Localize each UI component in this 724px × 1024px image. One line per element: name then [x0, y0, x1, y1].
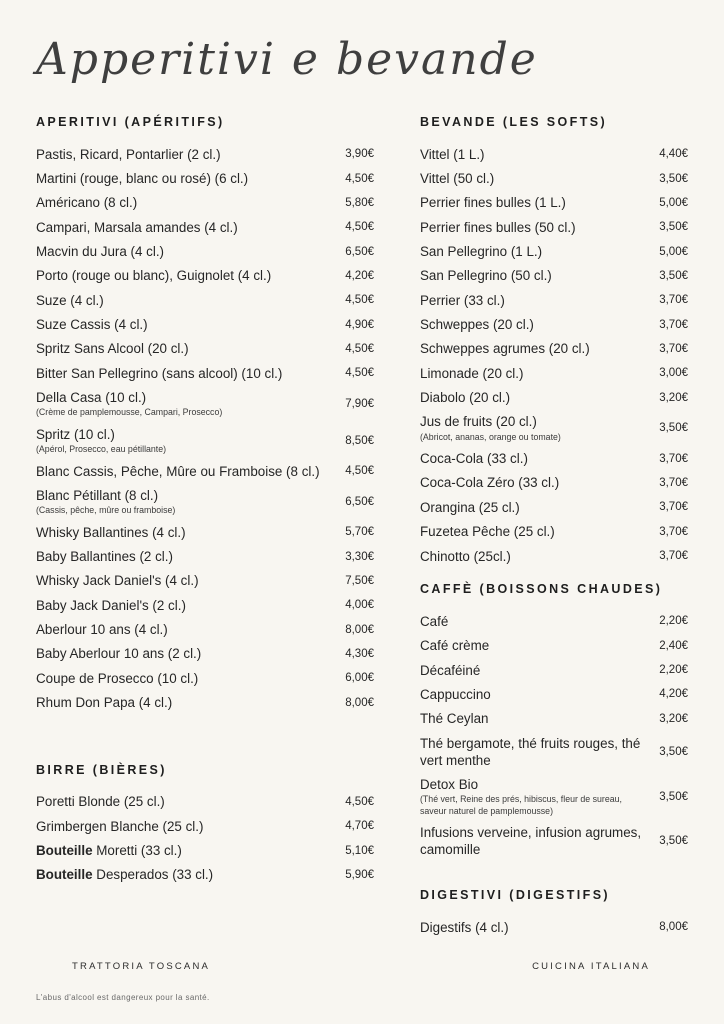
item-name: Fuzetea Pêche (25 cl.): [420, 524, 555, 540]
item-name: Grimbergen Blanche (25 cl.): [36, 818, 204, 834]
item-price: 4,50€: [345, 221, 374, 234]
item-price: 4,70€: [345, 820, 374, 833]
menu-item: [36, 839, 374, 863]
item-price: 8,00€: [345, 696, 374, 709]
item-name: Della Casa (10 cl.): [36, 390, 147, 406]
menu-item: [36, 593, 374, 617]
item-name: Limonade (20 cl.): [420, 365, 524, 381]
item-name: Blanc Cassis, Pêche, Mûre ou Framboise (8 cl.): [36, 463, 320, 479]
menu-item: [36, 239, 374, 263]
item-price: 3,70€: [659, 501, 688, 514]
item-name: Café crème: [420, 638, 490, 654]
item-price: 5,10€: [345, 844, 374, 857]
item-price: 3,70€: [659, 294, 688, 307]
menu-item: [420, 410, 688, 447]
item-name: Orangina (25 cl.): [420, 499, 520, 515]
item-price: 6,50€: [345, 495, 374, 508]
item-price: 4,40€: [659, 148, 688, 161]
menu-item: [36, 215, 374, 239]
item-name: Suze Cassis (4 cl.): [36, 317, 148, 332]
item-name: Martini (rouge, blanc ou rosé) (6 cl.): [36, 170, 249, 186]
item-price: 3,50€: [659, 745, 688, 758]
footer: [72, 961, 650, 972]
item-name: Jus de fruits (20 cl.): [420, 414, 537, 430]
item-price: 3,20€: [659, 391, 688, 404]
menu-item: [36, 166, 374, 190]
page-title: Apperitivi e bevande: [36, 34, 538, 85]
item-price: 6,00€: [345, 672, 374, 685]
item-name: Baby Ballantines (2 cl.): [36, 549, 173, 565]
item-name: Pastis, Ricard, Pontarlier (2 cl.): [36, 146, 221, 162]
item-name: Blanc Pétillant (8 cl.): [36, 487, 159, 503]
item-price: 4,50€: [345, 342, 374, 355]
menu-item: [36, 142, 374, 166]
item-price: 5,90€: [345, 869, 374, 882]
item-name: Suze (4 cl.): [36, 292, 104, 308]
item-note: (Crème de pamplemousse, Campari, Prosecco): [36, 407, 223, 418]
menu-item: [420, 682, 688, 706]
item-name: Thé Ceylan: [420, 711, 489, 727]
left-column: [36, 115, 374, 887]
alcohol-disclaimer: L'abus d'alcool est dangereux pour la santé.: [36, 993, 210, 1002]
menu-item: [420, 264, 688, 288]
item-price: 3,50€: [659, 221, 688, 234]
item-price: 4,30€: [345, 647, 374, 660]
item-name: Detox Bio: [420, 777, 479, 793]
menu-item: [420, 337, 688, 361]
item-name: Américano (8 cl.): [36, 195, 138, 211]
item-price: 5,70€: [345, 526, 374, 539]
menu-item: [36, 264, 374, 288]
item-price: 3,50€: [659, 790, 688, 803]
menu-item: [36, 814, 374, 838]
item-name: Campari, Marsala amandes (4 cl.): [36, 219, 238, 235]
item-price: 4,50€: [345, 294, 374, 307]
menu-item: [420, 544, 688, 568]
item-price: 5,00€: [659, 245, 688, 258]
menu-item: [420, 609, 688, 633]
menu-item: [420, 385, 688, 409]
item-name: Décaféiné: [420, 662, 481, 678]
item-name: Vittel (50 cl.): [420, 170, 495, 186]
item-name: Poretti Blonde (25 cl.): [36, 794, 165, 810]
item-name: Coca-Cola Zéro (33 cl.): [420, 475, 560, 491]
item-name: Thé bergamote, thé fruits rouges, thé vert menthe: [420, 735, 641, 768]
item-name: Baby Jack Daniel's (2 cl.): [36, 597, 186, 613]
item-price: 3,70€: [659, 318, 688, 331]
item-price: 4,50€: [345, 796, 374, 808]
item-price: 3,00€: [659, 367, 688, 380]
item-name: San Pellegrino (50 cl.): [420, 268, 552, 284]
item-price: 7,90€: [345, 397, 374, 410]
item-price: 3,90€: [345, 148, 374, 161]
item-name: Digestifs (4 cl.): [420, 919, 509, 935]
item-price: 4,50€: [345, 465, 374, 478]
menu-item: [420, 520, 688, 544]
item-price: 8,00€: [345, 623, 374, 636]
item-name: Aberlour 10 ans (4 cl.): [36, 622, 168, 638]
item-name: Perrier fines bulles (1 L.): [420, 195, 566, 211]
item-price: 3,50€: [659, 172, 688, 185]
item-price: 3,50€: [659, 835, 688, 848]
footer-tagline: CUICINA ITALIANA: [532, 961, 650, 972]
menu-item: [420, 288, 688, 312]
section-heading: CAFFÈ (BOISSONS CHAUDES): [420, 582, 663, 597]
item-price: 4,20€: [345, 269, 374, 282]
item-price: 3,20€: [659, 712, 688, 725]
menu-item: [36, 520, 374, 544]
menu-item: [36, 361, 374, 385]
section-heading: DIGESTIVI (DIGESTIFS): [420, 888, 610, 903]
menu-item: [36, 863, 374, 887]
item-name: Whisky Jack Daniel's (4 cl.): [36, 573, 199, 589]
item-name: San Pellegrino (1 L.): [420, 243, 543, 259]
menu-item: [36, 337, 374, 361]
menu-item: [420, 191, 688, 215]
item-name: Cappuccino: [420, 686, 491, 702]
menu-item: [420, 707, 688, 731]
item-name: Whisky Ballantines (4 cl.): [36, 524, 186, 540]
item-price: 8,50€: [345, 434, 374, 447]
item-name: Baby Aberlour 10 ans (2 cl.): [36, 646, 202, 662]
item-price: 3,50€: [659, 269, 688, 282]
menu-item: [420, 634, 688, 658]
section-heading: BEVANDE (LES SOFTS): [420, 115, 608, 129]
menu-item: [36, 459, 374, 483]
item-name: Coca-Cola (33 cl.): [420, 451, 528, 467]
item-price: 2,40€: [659, 639, 688, 652]
item-name: Perrier (33 cl.): [420, 292, 505, 308]
menu-item: [420, 495, 688, 519]
item-name: Schweppes agrumes (20 cl.): [420, 341, 590, 357]
menu-section-caffe: [420, 582, 688, 862]
item-price: 4,50€: [345, 367, 374, 380]
item-note: (Cassis, pêche, mûre ou framboise): [36, 505, 176, 516]
menu-item: [420, 915, 688, 939]
item-price: 2,20€: [659, 664, 688, 677]
menu-item: [420, 239, 688, 263]
menu-item: [420, 361, 688, 385]
menu-item: [36, 642, 374, 666]
item-name: Bitter San Pellegrino (sans alcool) (10 cl.): [36, 365, 283, 381]
menu-item: [36, 312, 374, 336]
item-note: (Apérol, Prosecco, eau pétillante): [36, 443, 167, 454]
item-name: Vittel (1 L.): [420, 146, 485, 162]
menu-item: [420, 731, 688, 773]
menu-item: [420, 215, 688, 239]
right-column: [420, 115, 688, 940]
menu-item: [420, 142, 688, 166]
item-price: 4,90€: [345, 318, 374, 331]
menu-columns: [36, 115, 688, 940]
item-name: Porto (rouge ou blanc), Guignolet (4 cl.): [36, 268, 272, 284]
footer-restaurant-name: TRATTORIA TOSCANA: [72, 961, 211, 972]
menu-item: [36, 544, 374, 568]
item-name: Macvin du Jura (4 cl.): [36, 243, 164, 259]
menu-item: [36, 483, 374, 520]
item-price: 4,50€: [345, 172, 374, 185]
menu-item: [36, 790, 374, 814]
menu-item: [420, 447, 688, 471]
menu-section-aperitivi: [36, 115, 374, 715]
item-name: Infusions verveine, infusion agrumes, camomille: [420, 825, 642, 858]
menu-item: [36, 422, 374, 459]
menu-item: [36, 288, 374, 312]
menu-item: [420, 166, 688, 190]
item-name: Bouteille Desperados (33 cl.): [36, 867, 214, 883]
item-price: 2,20€: [659, 615, 688, 628]
item-price: 3,70€: [659, 477, 688, 490]
menu-item: [420, 772, 688, 820]
item-name: Spritz (10 cl.): [36, 426, 115, 442]
item-note: (Thé vert, Reine des prés, hibiscus, fleur de sureau, saveur naturel de pamplemousse): [420, 794, 622, 816]
section-heading: BIRRE (BIÈRES): [36, 762, 167, 777]
item-name: Café: [420, 613, 449, 629]
item-price: 4,00€: [345, 599, 374, 612]
item-name: Bouteille Moretti (33 cl.): [36, 843, 182, 859]
item-price: 3,30€: [345, 550, 374, 563]
menu-item: [36, 666, 374, 690]
item-price: 4,20€: [659, 688, 688, 701]
item-price: 8,00€: [659, 921, 688, 934]
item-price: 5,00€: [659, 196, 688, 209]
item-price: 3,70€: [659, 452, 688, 465]
item-price: 7,50€: [345, 574, 374, 587]
menu-section-digestivi: [420, 888, 688, 939]
item-note: (Abricot, ananas, orange ou tomate): [420, 431, 561, 442]
item-name: Chinotto (25cl.): [420, 548, 511, 564]
menu-section-birre: [36, 763, 374, 887]
menu-item: [420, 312, 688, 336]
menu-section-bevande: [420, 115, 688, 568]
menu-item: [420, 471, 688, 495]
item-price: 5,80€: [345, 196, 374, 209]
menu-item: [36, 617, 374, 641]
item-price: 3,70€: [659, 550, 688, 563]
item-price: 3,50€: [659, 422, 688, 435]
item-name: Coupe de Prosecco (10 cl.): [36, 670, 199, 686]
item-price: 3,70€: [659, 525, 688, 538]
item-price: 3,70€: [659, 342, 688, 355]
item-price: 6,50€: [345, 245, 374, 258]
menu-item: [36, 385, 374, 422]
menu-item: [36, 191, 374, 215]
section-heading: APERITIVI (APÉRITIFS): [36, 115, 225, 129]
item-name: Schweppes (20 cl.): [420, 317, 534, 332]
menu-item: [36, 569, 374, 593]
menu-item: [420, 821, 688, 863]
item-name: Perrier fines bulles (50 cl.): [420, 219, 576, 235]
menu-item: [36, 690, 374, 714]
item-name: Rhum Don Papa (4 cl.): [36, 695, 173, 711]
menu-item: [420, 658, 688, 682]
item-name: Diabolo (20 cl.): [420, 390, 511, 406]
item-name: Spritz Sans Alcool (20 cl.): [36, 341, 189, 357]
